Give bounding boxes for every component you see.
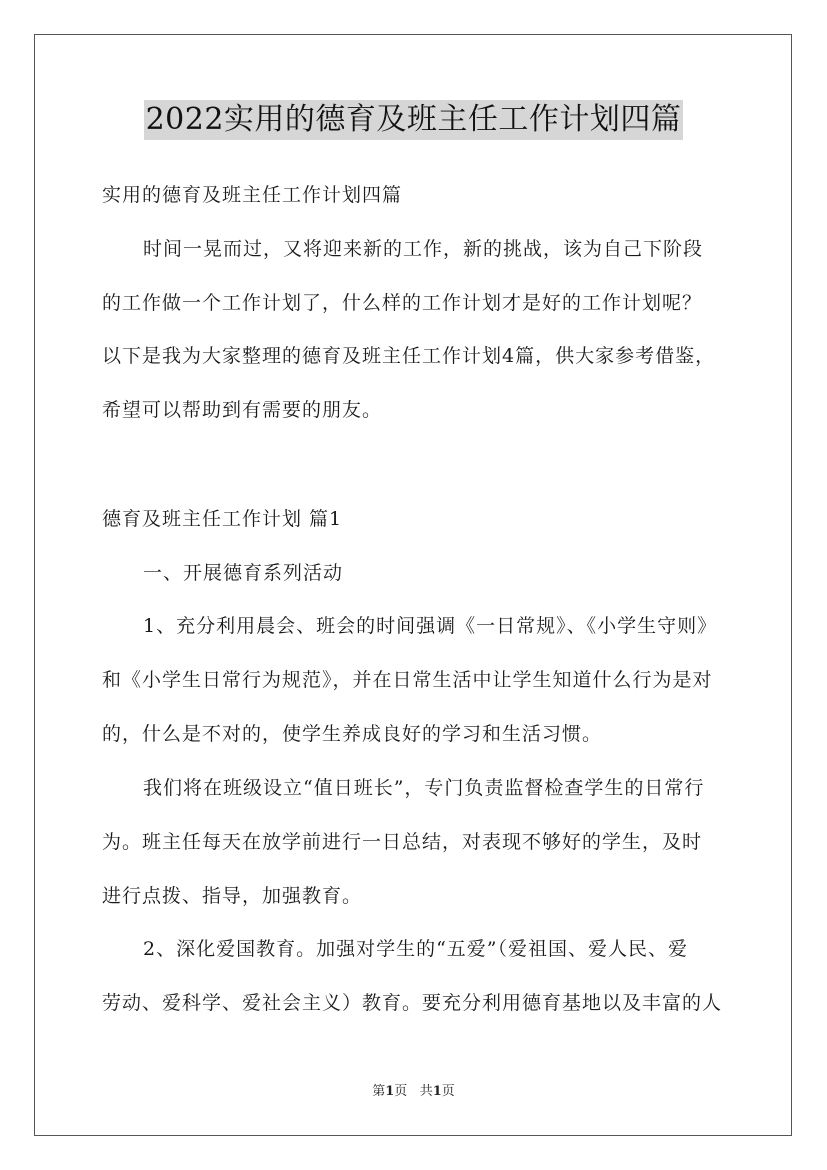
paragraph-line: 进行点拨、指导，加强教育。 bbox=[102, 885, 363, 907]
page-number-label: 第1页 bbox=[372, 1084, 408, 1099]
paragraph-line: 我们将在班级设立“值日班长”，专门负责监督检查学生的日常行 bbox=[143, 777, 705, 799]
page-footer bbox=[0, 1083, 827, 1101]
paragraph-line: 以下是我为大家整理的德育及班主任工作计划4篇，供大家参考借鉴， bbox=[102, 345, 716, 367]
total-pages-label: 共1页 bbox=[419, 1084, 455, 1099]
paragraph-line: 的工作做一个工作计划了，什么样的工作计划才是好的工作计划呢？ bbox=[102, 292, 703, 314]
paragraph-line: 希望可以帮助到有需要的朋友。 bbox=[102, 399, 383, 421]
paragraph-line: 的，什么是不对的，使学生养成良好的学习和生活习惯。 bbox=[102, 723, 603, 745]
subsection-heading: 一、开展德育系列活动 bbox=[143, 562, 344, 584]
paragraph-line: 时间一晃而过，又将迎来新的工作，新的挑战，该为自己下阶段 bbox=[143, 238, 704, 260]
paragraph-line: 2、深化爱国教育。加强对学生的“五爱”（爱祖国、爱人民、爱 bbox=[143, 938, 689, 960]
document-subtitle: 实用的德育及班主任工作计划四篇 bbox=[102, 184, 403, 206]
title-container bbox=[0, 100, 827, 140]
paragraph-line: 和《小学生日常行为规范》，并在日常生活中让学生知道什么行为是对 bbox=[102, 669, 713, 691]
paragraph-line: 1、充分利用晨会、班会的时间强调《一日常规》、《小学生守则》 bbox=[143, 615, 718, 637]
paragraph-line: 劳动、爱科学、爱社会主义）教育。要充分利用德育基地以及丰富的人 bbox=[102, 992, 723, 1014]
paragraph-line: 为。班主任每天在放学前进行一日总结，对表现不够好的学生，及时 bbox=[102, 831, 703, 853]
section-heading: 德育及班主任工作计划 篇1 bbox=[102, 508, 343, 530]
document-title: 2022实用的德育及班主任工作计划四篇 bbox=[144, 100, 684, 140]
